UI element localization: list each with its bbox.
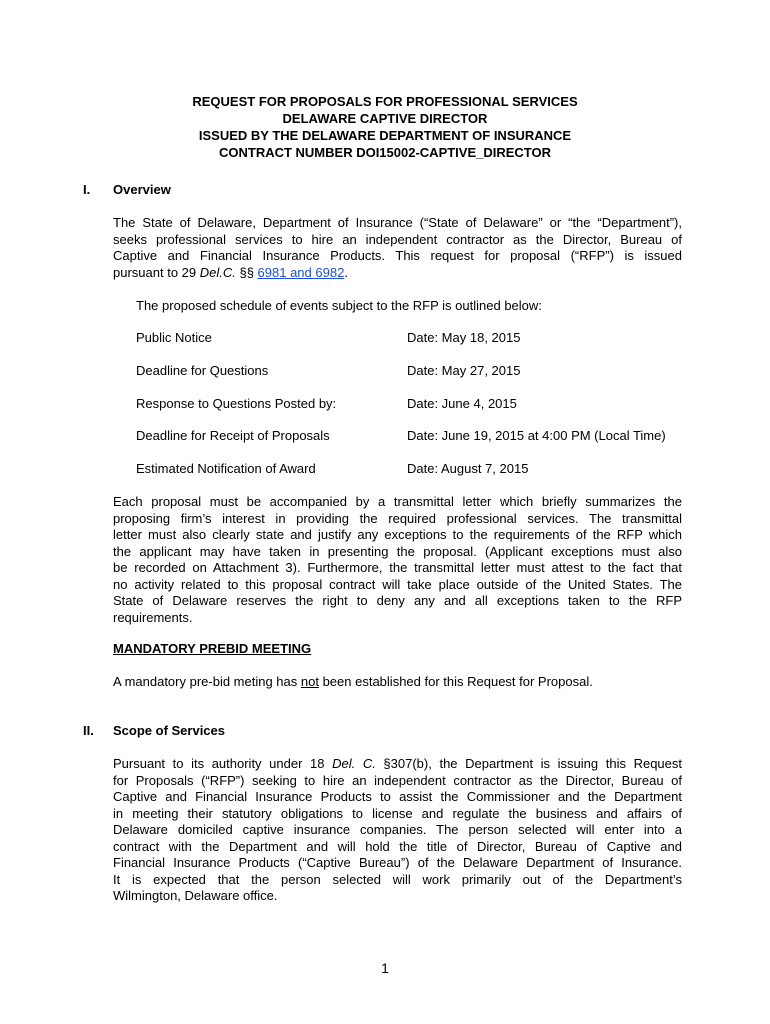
scope-line: It is expected that the person selected will work primarily out of the Department’s — [113, 871, 682, 887]
overview-line: The State of Delaware, Department of Insurance (“State of Delaware” or “the “Department”), — [113, 215, 682, 230]
transmittal-line: be recorded on Attachment 3). Furthermore, the transmittal letter must attest to the fact that — [113, 560, 682, 575]
schedule-date: Date: June 19, 2015 at 4:00 PM (Local Time) — [407, 428, 666, 443]
scope-line: Financial Insurance Products (“Captive Bureau”) of the Delaware Department of Insurance. — [113, 855, 682, 870]
schedule-event: Response to Questions Posted by: — [136, 396, 337, 411]
title-line-2: DELAWARE CAPTIVE DIRECTOR — [282, 111, 488, 126]
overview-text: §§ — [235, 264, 258, 280]
transmittal-paragraph — [113, 494, 682, 626]
overview-text: pursuant to 29 — [113, 264, 200, 280]
scope-line — [113, 756, 682, 773]
document-title — [0, 93, 770, 161]
schedule-event: Estimated Notification of Award — [136, 461, 316, 476]
title-line-3: ISSUED BY THE DELAWARE DEPARTMENT OF INSURANCE — [198, 128, 572, 143]
schedule-date: Date: May 27, 2015 — [407, 363, 521, 378]
section-1-number: I. — [83, 182, 91, 197]
schedule-date: Date: August 7, 2015 — [407, 461, 529, 476]
transmittal-line: Each proposal must be accompanied by a transmittal letter which briefly summarizes the — [113, 494, 682, 509]
overview-line — [113, 265, 682, 282]
title-line-1: REQUEST FOR PROPOSALS FOR PROFESSIONAL SERVICES — [192, 94, 578, 109]
statute-link[interactable]: 6981 and 6982 — [257, 264, 345, 280]
schedule-event: Deadline for Questions — [136, 363, 269, 378]
section-2-number: II. — [83, 723, 94, 738]
transmittal-line: proposing firm’s interest in providing the required professional services. The transmittal — [113, 510, 682, 526]
section-2-heading: Scope of Services — [113, 723, 225, 738]
statute-abbrev: Del. C. — [332, 756, 376, 771]
scope-line: Wilmington, Delaware office. — [113, 888, 278, 903]
schedule-event: Public Notice — [136, 330, 212, 345]
transmittal-line: the applicant may have taken in presenting the proposal. (Applicant exceptions must also — [113, 543, 682, 559]
transmittal-line: letter must also clearly state and justify any exceptions to the requirements of the RFP which — [113, 527, 682, 542]
transmittal-line: requirements. — [113, 609, 193, 625]
scope-line: Captive and Financial Insurance Products to assist the Commissioner and the Department — [113, 789, 682, 804]
prebid-heading: MANDATORY PREBID MEETING — [113, 641, 312, 656]
section-1-heading: Overview — [113, 182, 171, 197]
schedule-event: Deadline for Receipt of Proposals — [136, 428, 330, 443]
scope-paragraph — [113, 756, 682, 905]
schedule-date: Date: June 4, 2015 — [407, 396, 517, 411]
page-number: 1 — [381, 960, 389, 976]
transmittal-line: no activity related to this proposal contract will take place outside of the United States. The — [113, 576, 682, 592]
scope-text: §307(b), the Department is issuing this Request — [375, 756, 682, 771]
scope-text: Pursuant to its authority under 18 — [113, 756, 333, 771]
overview-line: Captive and Financial Insurance Products. This request for proposal (“RFP”) is issued — [113, 248, 682, 263]
prebid-not: not — [300, 674, 319, 689]
scope-line: contract with the Department and will hold the title of Director, Bureau of Captive and — [113, 838, 682, 854]
scope-line: Delaware domiciled captive insurance companies. The person selected will enter into a — [113, 822, 682, 837]
prebid-text-end: been established for this Request for Proposal. — [318, 674, 593, 689]
overview-line: seeks professional services to hire an independent contractor as the Director, Bureau of — [113, 231, 682, 247]
title-line-4: CONTRACT NUMBER DOI15002-CAPTIVE_DIRECTOR — [218, 145, 552, 160]
statute-abbrev: Del.C. — [199, 264, 236, 280]
overview-text: . — [344, 264, 348, 280]
transmittal-line: State of Delaware reserves the right to deny any and all exceptions taken to the RFP — [113, 593, 682, 608]
scope-line: for Proposals (“RFP”) seeking to hire an independent contractor as the Director, Bureau of — [113, 772, 682, 788]
schedule-date: Date: May 18, 2015 — [407, 330, 521, 345]
prebid-text — [113, 674, 593, 691]
prebid-text-start: A mandatory pre-bid meting has — [113, 674, 301, 689]
schedule-intro: The proposed schedule of events subject to the RFP is outlined below: — [136, 298, 542, 313]
overview-paragraph — [113, 215, 682, 281]
scope-line: in meeting their statutory obligations to license and regulate the business and affairs of — [113, 805, 682, 821]
